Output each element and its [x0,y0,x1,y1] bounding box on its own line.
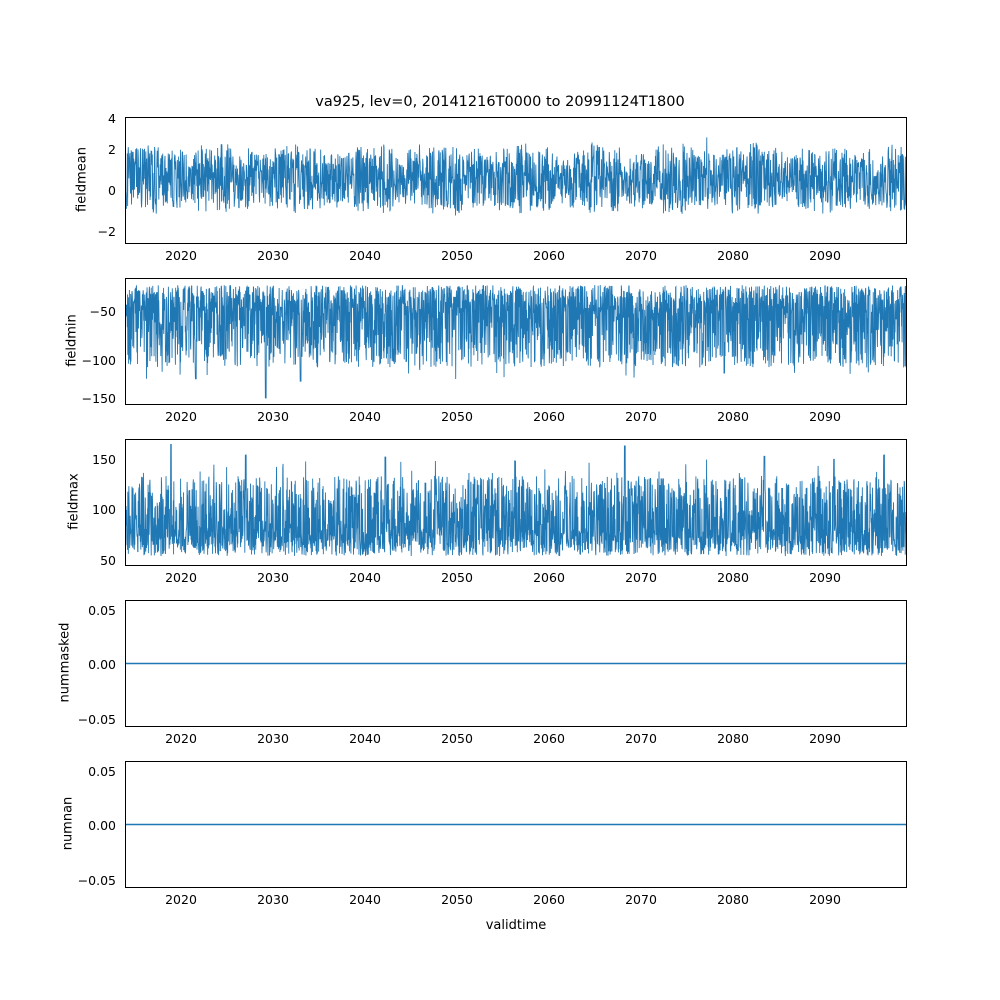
xtick-numnan-4: 2060 [533,892,565,907]
ytick-fieldmax-2: 50 [100,553,116,568]
figure-title: va925, lev=0, 20141216T0000 to 20991124T1800 [315,94,685,110]
xtick-fieldmean-6: 2080 [717,248,749,263]
xtick-fieldmin-3: 2050 [441,409,473,424]
xtick-fieldmin-6: 2080 [717,409,749,424]
xtick-nummasked-3: 2050 [441,731,473,746]
fieldmin-plot-line [126,279,906,404]
subplot-fieldmin [125,278,907,405]
ytick-nummasked-2: −0.05 [77,712,116,727]
xtick-numnan-6: 2080 [717,892,749,907]
xtick-nummasked-1: 2030 [257,731,289,746]
xtick-fieldmean-4: 2060 [533,248,565,263]
xtick-nummasked-6: 2080 [717,731,749,746]
xtick-fieldmax-1: 2030 [257,570,289,585]
ytick-fieldmax-1: 100 [92,502,116,517]
ytick-fieldmean-1: 2 [108,142,116,157]
numnan-plot-line [126,762,906,887]
axis-label-fieldmean: fieldmean [74,147,90,212]
xtick-fieldmin-1: 2030 [257,409,289,424]
ytick-nummasked-0: 0.05 [88,603,116,618]
xtick-fieldmax-7: 2090 [809,570,841,585]
xtick-nummasked-4: 2060 [533,731,565,746]
ytick-fieldmax-0: 150 [92,452,116,467]
ytick-nummasked-1: 0.00 [88,657,116,672]
xtick-numnan-3: 2050 [441,892,473,907]
axis-label-nummasked: nummasked [57,622,73,703]
xtick-nummasked-0: 2020 [165,731,197,746]
xtick-fieldmean-2: 2040 [349,248,381,263]
xtick-fieldmean-7: 2090 [809,248,841,263]
ytick-fieldmean-3: −2 [97,224,116,239]
xtick-numnan-0: 2020 [165,892,197,907]
ytick-fieldmin-2: −150 [81,391,116,406]
xtick-nummasked-2: 2040 [349,731,381,746]
xtick-fieldmax-2: 2040 [349,570,381,585]
axis-label-numnan: numnan [60,796,76,851]
xtick-numnan-2: 2040 [349,892,381,907]
fieldmean-plot-line [126,118,906,243]
xtick-fieldmax-6: 2080 [717,570,749,585]
xtick-fieldmax-5: 2070 [625,570,657,585]
xtick-fieldmin-4: 2060 [533,409,565,424]
xtick-nummasked-5: 2070 [625,731,657,746]
xtick-numnan-7: 2090 [809,892,841,907]
axis-label-fieldmin: fieldmin [64,314,80,367]
xtick-numnan-5: 2070 [625,892,657,907]
subplot-nummasked [125,600,907,727]
ytick-fieldmin-0: −50 [89,304,116,319]
xtick-numnan-1: 2030 [257,892,289,907]
nummasked-plot-line [126,601,906,726]
xtick-fieldmin-5: 2070 [625,409,657,424]
xtick-fieldmax-0: 2020 [165,570,197,585]
axis-label-fieldmax: fieldmax [66,473,82,530]
xtick-fieldmax-3: 2050 [441,570,473,585]
xtick-fieldmin-0: 2020 [165,409,197,424]
ytick-numnan-0: 0.05 [88,764,116,779]
fieldmax-plot-line [126,440,906,565]
xtick-fieldmean-1: 2030 [257,248,289,263]
ytick-numnan-1: 0.00 [88,818,116,833]
ytick-fieldmean-0: 4 [108,111,116,126]
subplot-numnan [125,761,907,888]
xtick-fieldmin-7: 2090 [809,409,841,424]
xtick-fieldmin-2: 2040 [349,409,381,424]
subplot-fieldmax [125,439,907,566]
ytick-fieldmean-2: 0 [108,183,116,198]
xtick-fieldmean-3: 2050 [441,248,473,263]
axis-label-validtime: validtime [485,918,547,933]
ytick-numnan-2: −0.05 [77,873,116,888]
xtick-nummasked-7: 2090 [809,731,841,746]
ytick-fieldmin-1: −100 [81,353,116,368]
xtick-fieldmean-0: 2020 [165,248,197,263]
xtick-fieldmean-5: 2070 [625,248,657,263]
subplot-fieldmean [125,117,907,244]
xtick-fieldmax-4: 2060 [533,570,565,585]
